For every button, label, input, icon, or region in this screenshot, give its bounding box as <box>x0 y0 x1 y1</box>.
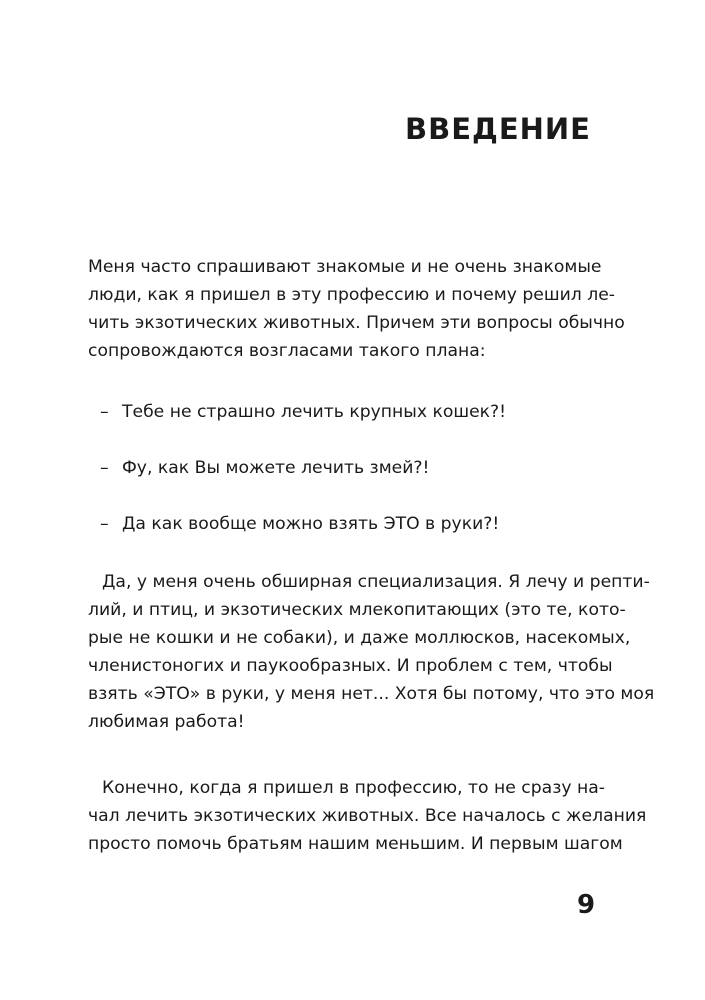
paragraph-beginning <box>88 774 647 858</box>
quote-text: Тебе не страшно лечить крупных кошек?! <box>122 402 507 422</box>
dash-marker: – <box>100 458 109 478</box>
quote-text: Фу, как Вы можете лечить змей?! <box>122 458 430 478</box>
page-number: 9 <box>577 890 596 920</box>
dash-marker: – <box>100 402 109 422</box>
paragraph-intro <box>88 253 625 365</box>
text-line: люди, как я пришел в эту профессию и почему решил ле- <box>88 285 615 305</box>
text-line: любимая работа! <box>88 712 245 732</box>
chapter-title: ВВЕДЕНИЕ <box>404 112 591 146</box>
text-line: Конечно, когда я пришел в профессию, то не сразу на- <box>102 778 605 798</box>
text-line: Меня часто спрашивают знакомые и не очень знакомые <box>88 257 602 277</box>
text-line: чал лечить экзотических животных. Все началось с желания <box>88 806 647 826</box>
text-line: рые не кошки и не собаки), и даже моллюсков, насекомых, <box>88 628 631 648</box>
text-line: Да, у меня очень обширная специализация. Я лечу и репти- <box>102 572 650 592</box>
quote-item <box>100 398 506 426</box>
text-line: сопровождаются возгласами такого плана: <box>88 341 486 361</box>
paragraph-specialization <box>88 568 655 736</box>
text-line: чить экзотических животных. Причем эти вопросы обычно <box>88 313 625 333</box>
quote-text: Да как вообще можно взять ЭТО в руки?! <box>122 514 500 534</box>
text-line: лий, и птиц, и экзотических млекопитающих (это те, кото- <box>88 600 626 620</box>
quote-item <box>100 510 499 538</box>
dash-marker: – <box>100 514 109 534</box>
text-line: членистоногих и паукообразных. И проблем с тем, чтобы <box>88 656 613 676</box>
text-line: просто помочь братьям нашим меньшим. И первым шагом <box>88 834 623 854</box>
quote-item <box>100 454 429 482</box>
text-line: взять «ЭТО» в руки, у меня нет... Хотя бы потому, что это моя <box>88 684 655 704</box>
